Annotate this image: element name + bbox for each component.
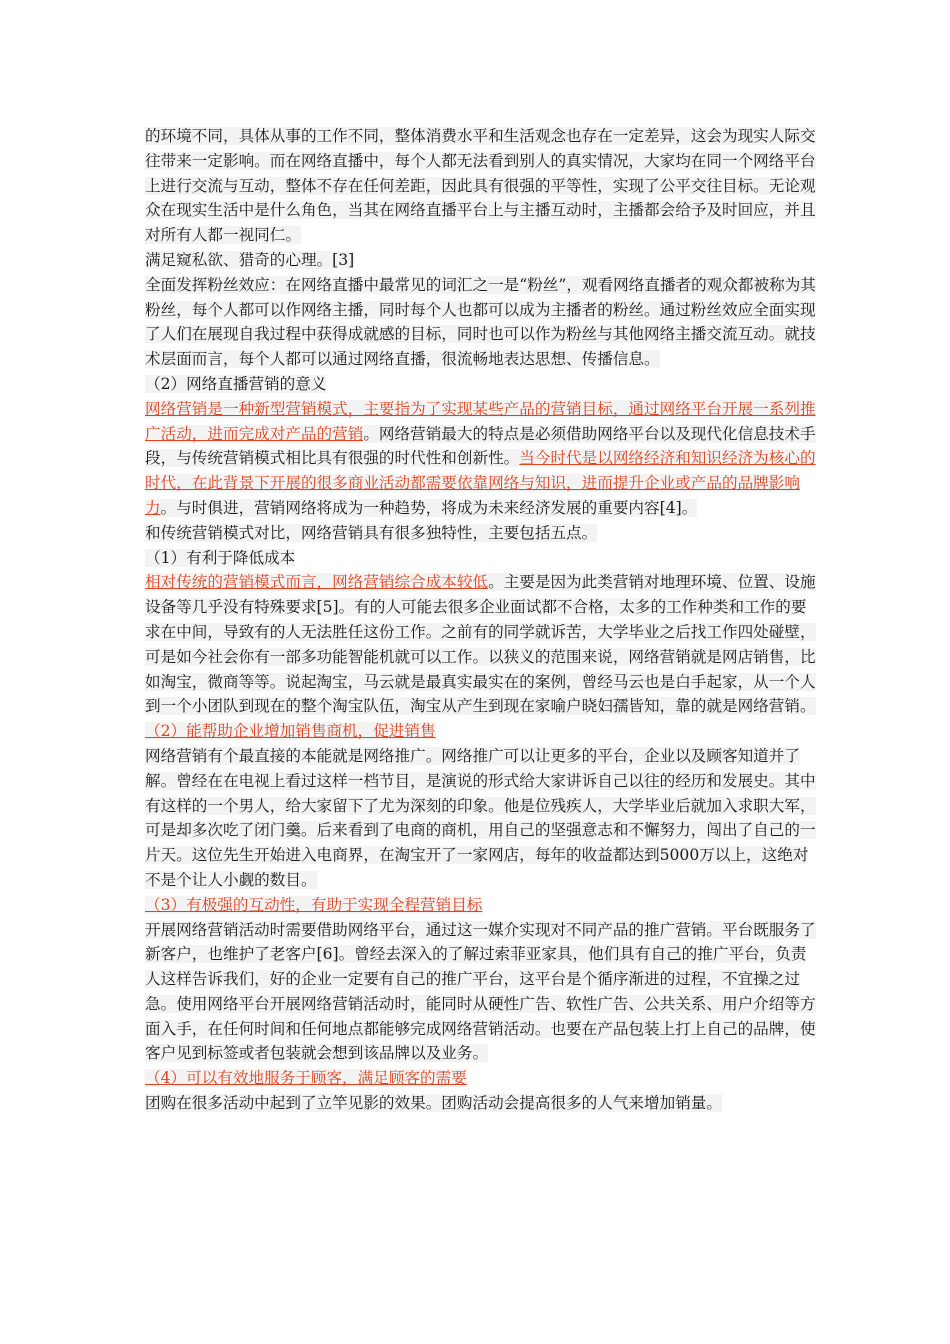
paragraph-text: 的环境不同，具体从事的工作不同，整体消费水平和生活观念也存在一定差异，这会为现实人际交往带来一定影响。而在网络直播中，每个人都无法看到别人的真实情况，大家均在同一个网络平台上进行交流与互动，整体不存在任何差距，因此具有很强的平等性，实现了公平交往目标。无论观众在现实生活中是什么角色，当其在网络直播平台上与主播互动时，主播都会给予及时回应，并且对所有人都一视同仁。 [145, 127, 816, 245]
highlighted-text: 网络营销是一种新型营销模式，主要指为了实现某些产品的营销目标，通过网络平台开展一系列推广活动，进而完成对产品的营销 [145, 399, 816, 443]
heading-text: （3）有极强的互动性，有助于实现全程营销目标 [145, 895, 483, 914]
paragraph-text: 和传统营销模式对比，网络营销具有很多独特性，主要包括五点。 [145, 523, 598, 542]
highlighted-text: 相对传统的营销模式而言，网络营销综合成本较低 [145, 573, 489, 592]
highlighted-text: 当今时代是以网络经济和知识经济为核心的时代，在此背景下开展的很多商业活动都需要依靠网络与知识，进而提升企业或产品的品牌影响力 [145, 449, 816, 517]
paragraph-comparison [145, 521, 820, 546]
paragraph-text: 。主要是因为此类营销对地理环境、位置、设施设备等几乎没有特殊要求[5]。有的人可能去很多企业面试都不合格，太多的工作种类和工作的要求在中间，导致有的人无法胜任这份工作。之前有的同学就诉苦，大学毕业之后找工作四处碰壁，可是如今社会你有一部多功能智能机就可以工作。以狭义的范围来说，网络营销就是网店销售，比如淘宝，微商等等。说起淘宝，马云就是最真实最实在的案例，曾经马云也是白手起家，从一个人到一个小团队到现在的整个淘宝队伍，淘宝从产生到现在家喻户晓妇孺皆知，靠的就是网络营销。 [145, 573, 816, 716]
section-heading-significance [145, 372, 820, 397]
subheading-sales-opportunity [145, 719, 820, 744]
document-body [145, 124, 820, 1116]
paragraph-lower-cost [145, 570, 820, 719]
paragraph-text: 网络营销有个最直接的本能就是网络推广。网络推广可以让更多的平台，企业以及顾客知道并了解。曾经在在电视上看过这样一档节目，是演说的形式给大家讲诉自己以往的经历和发展史。其中有这样的一个男人，给大家留下了尤为深刻的印象。他是位残疾人，大学毕业后就加入求职大军，可是却多次吃了闭门羹。后来看到了电商的商机，用自己的坚强意志和不懈努力，闯出了自己的一片天。这位先生开始进入电商界，在淘宝开了一家网店，每年的收益都达到5000万以上，这绝对不是个让人小觑的数目。 [145, 746, 816, 889]
subheading-lower-cost [145, 546, 820, 571]
paragraph-text: 。与时俱进，营销网络将成为一种趋势，将成为未来经济发展的重要内容[4]。 [160, 498, 698, 517]
paragraph-curiosity [145, 248, 820, 273]
paragraph-group-buying [145, 1091, 820, 1116]
paragraph-text: 满足窥私欲、猎奇的心理。[3] [145, 250, 355, 269]
paragraph-text: 团购在很多活动中起到了立竿见影的效果。团购活动会提高很多的人气来增加销量。 [145, 1094, 722, 1113]
paragraph-definition [145, 397, 820, 521]
paragraph-interactivity [145, 918, 820, 1067]
paragraph-text: 开展网络营销活动时需要借助网络平台，通过这一媒介实现对不同产品的推广营销。平台既服务了新客户，也维护了老客户[6]。曾经去深入的了解过索菲亚家具，他们具有自己的推广平台，负责人这样告诉我们，好的企业一定要有自己的推广平台，这平台是个循序渐进的过程，不宜操之过急。使用网络平台开展网络营销活动时，能同时从硬性广告、软性广告、公共关系、用户介绍等方面入手，在任何时间和任何地点都能够完成网络营销活动。也要在产品包装上打上自己的品牌，使客户见到标签或者包装就会想到该品牌以及业务。 [145, 920, 816, 1063]
subheading-customer-service [145, 1066, 820, 1091]
heading-text: （4）可以有效地服务于顾客，满足顾客的需要 [145, 1069, 467, 1088]
heading-text: （1）有利于降低成本 [145, 548, 296, 567]
heading-text: （2）网络直播营销的意义 [145, 374, 327, 393]
paragraph-equality [145, 124, 820, 248]
paragraph-sales-opportunity [145, 744, 820, 893]
paragraph-fan-effect [145, 273, 820, 372]
heading-text: （2）能帮助企业增加销售商机，促进销售 [145, 722, 436, 741]
paragraph-text: 。网络营销最大的特点是必须借助网络平台以及现代化信息技术手段，与传统营销模式相比具有很强的时代性和创新性。 [145, 424, 816, 468]
paragraph-text: 全面发挥粉丝效应：在网络直播中最常见的词汇之一是“粉丝”，观看网络直播者的观众都被称为其粉丝，每个人都可以作网络主播，同时每个人也都可以成为主播者的粉丝。通过粉丝效应全面实现了人们在展现自我过程中获得成就感的目标，同时也可以作为粉丝与其他网络主播交流互动。就技术层面而言，每个人都可以通过网络直播，很流畅地表达思想、传播信息。 [145, 275, 816, 369]
subheading-interactivity [145, 893, 820, 918]
